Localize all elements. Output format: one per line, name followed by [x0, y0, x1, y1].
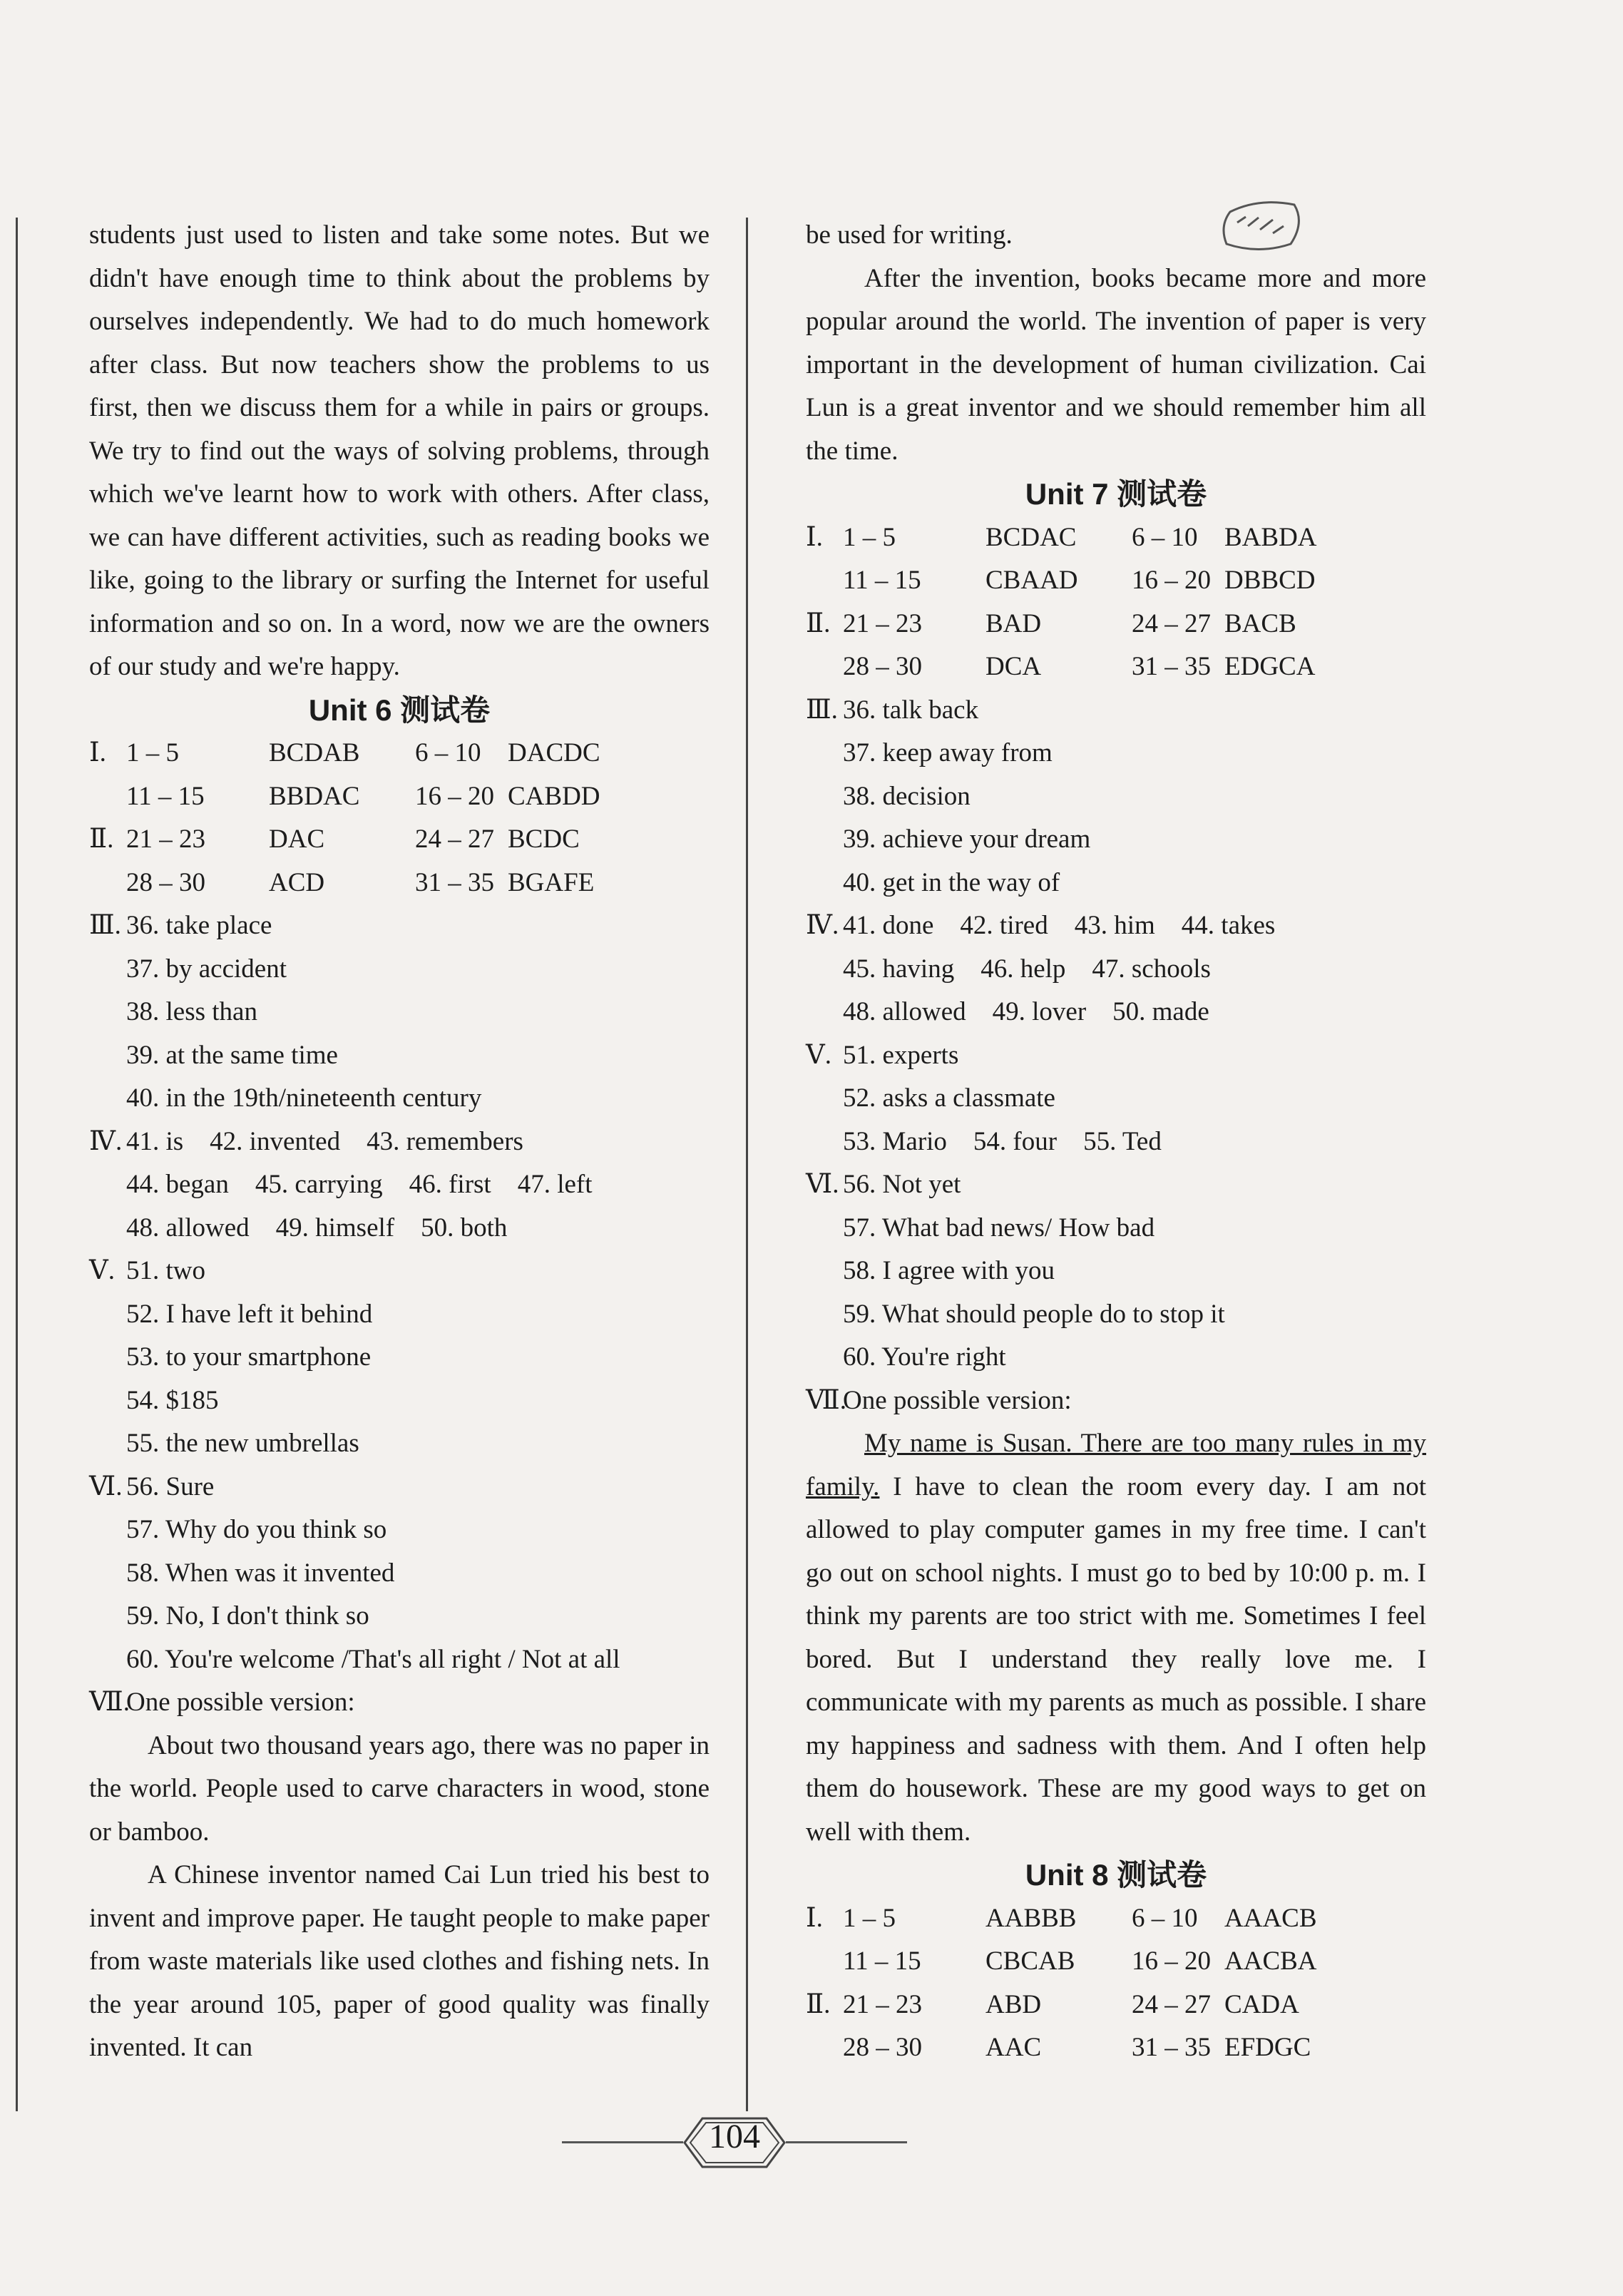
essay-paragraph: After the invention, books became more and more popular around the world. The invention of paper is very important in the development of human civilization. Cai Lun is a great inventor and we should remember him all the time. — [806, 263, 1426, 466]
answer-row: 40. in the 19th/nineteenth century — [126, 1083, 482, 1113]
answer-row: 44. began 45. carrying 46. first 47. left — [126, 1170, 593, 1199]
essay-continuation: be used for writing. — [806, 220, 1013, 250]
answer-row: 11 – 15 CBCAB 16 – 20 AACBA — [843, 1947, 1317, 1976]
essay-paragraph: students just used to listen and take some notes. But we didn't have enough time to think about the problems by ourselves independently. We had to do much homework after class. But now teachers show the problems to us first, then we discuss them for a while in pairs or groups. We try to find out the ways of solving problems, through which we've learnt how to work with others. After class, we can have different activities, such as reading books we like, going to the library or surfing the Internet for useful information and so on. In a word, now we are the owners of our study and we're happy. — [89, 220, 710, 681]
answer-row: 59. What should people do to stop it — [843, 1299, 1225, 1329]
answer-row: Ⅶ. One possible version: — [89, 1688, 355, 1717]
answer-row: 52. asks a classmate — [843, 1083, 1055, 1113]
answer-row: 37. keep away from — [843, 738, 1053, 767]
answer-row: Ⅰ. 1 – 5 AABBB 6 – 10 AAACB — [806, 1903, 1317, 1933]
answer-row: 53. Mario 54. four 55. Ted — [843, 1126, 1162, 1156]
answer-row: 11 – 15 CBAAD 16 – 20 DBBCD — [843, 566, 1316, 595]
essay-paragraph: About two thousand years ago, there was no paper in the world. People used to carve characters in wood, stone or bamboo. — [89, 1730, 710, 1847]
left-margin-rule — [16, 218, 18, 2111]
answer-row: 54. $185 — [126, 1385, 219, 1415]
answer-row: 48. allowed 49. lover 50. made — [843, 997, 1209, 1026]
unit6-title: Unit 6 测试卷 — [308, 693, 491, 727]
answer-row: Ⅲ. 36. talk back — [806, 695, 979, 725]
answer-row: 60. You're right — [843, 1342, 1006, 1372]
answer-row: Ⅲ. 36. take place — [89, 911, 272, 940]
answer-row: 57. Why do you think so — [126, 1515, 387, 1544]
footer-rule-left — [562, 2141, 683, 2143]
left-column — [89, 214, 710, 2070]
answer-row: 28 – 30 DCA 31 – 35 EDGCA — [843, 652, 1316, 681]
answer-row: 58. When was it invented — [126, 1558, 395, 1588]
answer-row: 53. to your smartphone — [126, 1342, 372, 1372]
answer-row: 58. I agree with you — [843, 1256, 1055, 1285]
answer-row: Ⅵ. 56. Not yet — [806, 1170, 961, 1199]
answer-row: 40. get in the way of — [843, 867, 1060, 897]
answer-row: Ⅳ. 41. done 42. tired 43. him 44. takes — [806, 911, 1276, 940]
answer-row: 39. at the same time — [126, 1040, 338, 1070]
answer-row: 38. decision — [843, 781, 971, 811]
answer-row: Ⅱ. 21 – 23 DAC 24 – 27 BCDC — [89, 825, 580, 854]
unit7-title: Unit 7 测试卷 — [1025, 477, 1207, 511]
answer-row: 39. achieve your dream — [843, 825, 1091, 854]
page-number — [670, 2110, 799, 2175]
answer-row: Ⅶ. One possible version: — [806, 1385, 1072, 1415]
answer-row: 11 – 15 BBDAC 16 – 20 CABDD — [126, 781, 600, 811]
answer-row: 59. No, I don't think so — [126, 1601, 369, 1631]
answer-row: Ⅴ. 51. two — [89, 1256, 205, 1285]
unit8-title: Unit 8 测试卷 — [1025, 1858, 1207, 1892]
answer-row: Ⅴ. 51. experts — [806, 1040, 959, 1070]
answer-row: Ⅱ. 21 – 23 BAD 24 – 27 BACB — [806, 608, 1296, 638]
answer-row: 57. What bad news/ How bad — [843, 1213, 1155, 1243]
essay-body: I have to clean the room every day. I am not allowed to play computer games in my free time. I can't go out on school nights. I must go to bed by 10:00 p. m. I think my parents are too strict with me. Sometimes I feel bored. But I understand they really love me. I communicate with my parents as much as possible. I share my happiness and sadness with them. And I often help them do housework. These are my good ways to get on well with them. — [806, 1471, 1426, 1847]
essay-paragraph — [806, 1422, 1426, 1854]
answer-row: Ⅱ. 21 – 23 ABD 24 – 27 CADA — [806, 1989, 1299, 2019]
page-number-text: 104 — [709, 2118, 760, 2155]
answer-row: 52. I have left it behind — [126, 1299, 373, 1329]
answer-row: 28 – 30 ACD 31 – 35 BGAFE — [126, 867, 595, 897]
answer-row: 28 – 30 AAC 31 – 35 EFDGC — [843, 2033, 1311, 2062]
footer-rule-right — [786, 2141, 907, 2143]
answer-row: 38. less than — [126, 997, 257, 1026]
answer-row: 60. You're welcome /That's all right / Not at all — [126, 1644, 620, 1674]
answer-row: 45. having 46. help 47. schools — [843, 954, 1211, 984]
answer-row: Ⅵ. 56. Sure — [89, 1471, 215, 1501]
answer-row: 37. by accident — [126, 954, 287, 984]
answer-row: 55. the new umbrellas — [126, 1429, 359, 1458]
right-column — [806, 214, 1426, 2070]
answer-row: Ⅰ. 1 – 5 BCDAB 6 – 10 DACDC — [89, 738, 600, 767]
essay-paragraph: A Chinese inventor named Cai Lun tried his best to invent and improve paper. He taught people to make paper from waste materials like used clothes and fishing nets. In the year around 105, paper of good quality was finally invented. It can — [89, 1860, 710, 2062]
column-divider — [746, 218, 748, 2111]
answer-row: Ⅰ. 1 – 5 BCDAC 6 – 10 BABDA — [806, 522, 1317, 552]
answer-row: Ⅳ. 41. is 42. invented 43. remembers — [89, 1126, 523, 1156]
essay-topic-sentence: My name is Susan. There are too many rules in my family. — [806, 1429, 1426, 1501]
answer-row: 48. allowed 49. himself 50. both — [126, 1213, 508, 1243]
